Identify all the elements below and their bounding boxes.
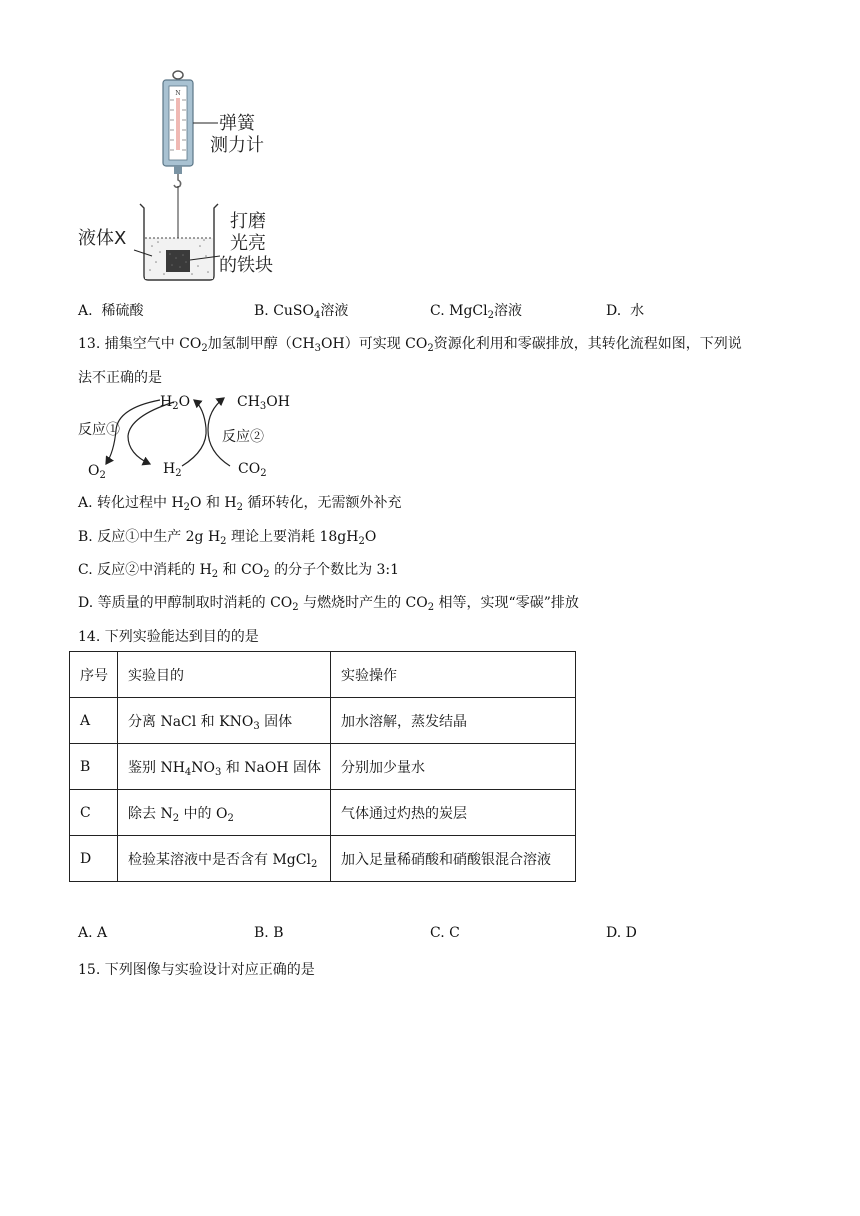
formula-part: H	[160, 394, 173, 410]
diagram-co2	[238, 461, 267, 477]
formula-part: CO	[238, 461, 261, 477]
q13-option-c[interactable]	[78, 559, 399, 579]
row-purpose	[118, 698, 331, 744]
table-header-row	[70, 652, 576, 698]
cell-text: NO	[191, 759, 216, 776]
cell-text: 检验某溶液中是否含有 MgCl	[128, 851, 311, 868]
q14-option-a[interactable]: A. A	[78, 925, 108, 941]
option-text: O 和 H	[190, 495, 237, 511]
cell-text: 固体	[259, 713, 293, 730]
option-text: B. 反应①中生产 2g H	[78, 529, 221, 545]
q13-option-d[interactable]	[78, 592, 579, 612]
diagram-reaction-2: 反应②	[222, 429, 264, 445]
label-spring-scale-line2: 测力计	[210, 135, 264, 156]
label-spring-scale	[210, 113, 264, 157]
option-text: 溶液	[494, 303, 522, 319]
row-id: D	[70, 836, 118, 882]
table-row	[70, 698, 576, 744]
subscript: 2	[427, 343, 434, 354]
option-text: O	[364, 529, 377, 545]
subscript: 3	[215, 766, 222, 778]
label-iron-line3: 的铁块	[219, 255, 273, 276]
subscript: 4	[314, 310, 321, 321]
option-text: 溶液	[320, 303, 349, 319]
header-operation: 实验操作	[331, 652, 576, 698]
q13-option-a[interactable]	[78, 492, 401, 512]
subscript: 2	[99, 470, 106, 481]
formula-part: H	[163, 461, 176, 477]
label-iron-line2: 光亮	[230, 233, 266, 254]
row-operation: 气体通过灼热的炭层	[331, 790, 576, 836]
row-purpose	[118, 744, 331, 790]
cell-text: 除去 N	[128, 805, 173, 822]
q14-option-b[interactable]: B. B	[254, 925, 284, 941]
diagram-o2	[88, 463, 106, 479]
label-spring-scale-line1: 弹簧	[219, 113, 255, 134]
subscript: 3	[259, 401, 267, 412]
subscript: 4	[184, 766, 192, 778]
q14-question: 14. 下列实验能达到目的的是	[78, 629, 259, 645]
diagram-h2o	[160, 394, 190, 410]
subscript: 2	[220, 536, 227, 547]
row-operation: 分别加少量水	[331, 744, 576, 790]
cell-text: 和 NaOH 固体	[221, 759, 322, 776]
subscript: 2	[236, 502, 244, 513]
subscript: 2	[427, 602, 435, 613]
q12-option-a[interactable]	[78, 300, 143, 320]
subscript: 2	[292, 602, 299, 613]
q13-text: OH）可实现 CO	[321, 336, 428, 352]
subscript: 2	[172, 401, 179, 412]
table-row	[70, 790, 576, 836]
subscript: 2	[487, 310, 494, 321]
subscript: 2	[227, 812, 234, 824]
subscript: 2	[183, 502, 191, 513]
option-text: 与燃烧时产生的 CO	[298, 595, 428, 611]
subscript: 2	[260, 468, 267, 479]
option-letter: A.	[78, 303, 93, 319]
subscript: 2	[175, 468, 182, 479]
formula-part: CH	[237, 394, 260, 410]
q13-text: 13. 捕集空气中 CO	[78, 336, 202, 352]
row-operation: 加水溶解，蒸发结晶	[331, 698, 576, 744]
formula-part: O	[88, 463, 100, 479]
subscript: 2	[211, 569, 219, 580]
diagram-ch3oh	[237, 394, 290, 410]
row-id: A	[70, 698, 118, 744]
option-text: 循环转化，无需额外补充	[243, 495, 402, 511]
q13-text: 加氢制甲醇（CH	[207, 336, 315, 352]
header-purpose: 实验目的	[118, 652, 331, 698]
row-id: B	[70, 744, 118, 790]
q13-question-line1	[78, 333, 742, 353]
cell-text: 中的 O	[179, 805, 228, 822]
row-purpose	[118, 836, 331, 882]
q13-option-b[interactable]	[78, 526, 376, 546]
scale-unit-label: N	[175, 90, 181, 97]
q14-option-c[interactable]: C. C	[430, 925, 460, 941]
subscript: 2	[358, 536, 365, 547]
subscript: 2	[310, 858, 318, 870]
option-text: C. 反应②中消耗的 H	[78, 562, 212, 578]
option-text: 水	[630, 303, 645, 319]
formula-part: O	[178, 394, 191, 410]
q14-option-d[interactable]: D. D	[606, 925, 637, 941]
q13-text: 资源化利用和零碳排放，其转化流程如图，下列说	[433, 336, 742, 352]
experiment-table	[69, 651, 576, 882]
option-text: D. 等质量的甲醇制取时消耗的 CO	[78, 595, 293, 611]
option-letter: B.	[254, 303, 269, 319]
subscript: 2	[172, 812, 180, 824]
table-row	[70, 744, 576, 790]
header-id: 序号	[70, 652, 118, 698]
q12-option-c[interactable]	[430, 300, 522, 320]
subscript: 3	[253, 720, 260, 732]
option-text: 和 CO	[218, 562, 264, 578]
option-text: CuSO	[273, 303, 314, 319]
q12-option-d[interactable]	[606, 300, 644, 320]
subscript: 2	[263, 569, 270, 580]
table-row	[70, 836, 576, 882]
spring-scale-beaker-figure	[130, 70, 220, 290]
option-letter: C.	[430, 303, 445, 319]
option-text: 理论上要消耗 18gH	[226, 529, 359, 545]
label-iron-block	[219, 211, 273, 277]
option-text: A. 转化过程中 H	[78, 495, 184, 511]
option-text: 稀硫酸	[101, 303, 144, 319]
formula-part: OH	[266, 394, 290, 410]
label-liquid-x: 液体X	[78, 228, 127, 249]
option-text: 的分子个数比为 3:1	[269, 562, 400, 578]
option-text: 相等，实现“零碳”排放	[434, 595, 579, 611]
subscript: 3	[314, 343, 322, 354]
q13-question-line2: 法不正确的是	[78, 370, 162, 386]
option-letter: D.	[606, 303, 622, 319]
cell-text: 鉴别 NH	[128, 759, 185, 776]
q12-option-b[interactable]	[254, 300, 348, 320]
row-id: C	[70, 790, 118, 836]
scale-pointer-line	[193, 118, 218, 128]
cell-text: 分离 NaCl 和 KNO	[128, 713, 254, 730]
q15-question: 15. 下列图像与实验设计对应正确的是	[78, 962, 315, 978]
diagram-h2	[163, 461, 182, 477]
diagram-reaction-1: 反应①	[78, 422, 120, 438]
row-purpose	[118, 790, 331, 836]
subscript: 2	[201, 343, 208, 354]
label-iron-line1: 打磨	[230, 211, 266, 232]
option-text: MgCl	[449, 303, 488, 319]
row-operation: 加入足量稀硝酸和硝酸银混合溶液	[331, 836, 576, 882]
